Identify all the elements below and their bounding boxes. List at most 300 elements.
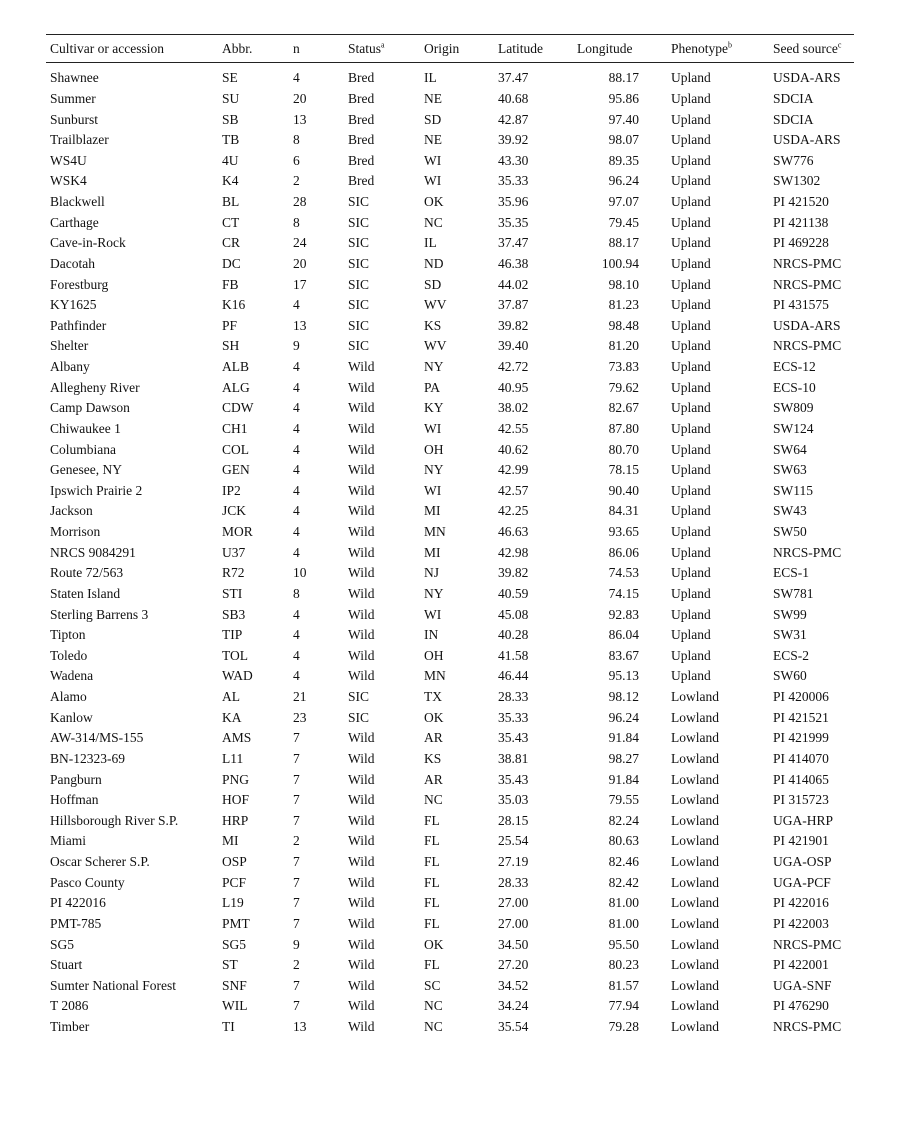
cell-longitude: 73.83 [608,359,639,375]
cell-longitude: 95.50 [608,936,639,952]
cell-longitude: 79.28 [608,1019,639,1035]
cell-phenotype: Upland [671,70,711,86]
cell-cultivar: PMT-785 [50,915,102,931]
table-row [46,872,854,893]
cell-longitude: 81.00 [608,895,639,911]
table-row [46,831,854,852]
cell-cultivar: WS4U [50,152,87,168]
cell-abbr: SG5 [222,936,247,952]
header-origin: Origin [424,40,460,56]
cell-n: 7 [293,977,300,993]
cell-seed-source: PI 414070 [773,750,829,766]
cell-cultivar: Shawnee [50,70,99,86]
cell-status: Wild [348,420,375,436]
cell-latitude: 37.47 [498,70,529,86]
cell-n: 4 [293,544,300,560]
cell-status: Wild [348,524,375,540]
cell-origin: WI [424,606,442,622]
cell-phenotype: Lowland [671,812,719,828]
footnote-marker-a: a [381,40,385,49]
cell-seed-source: ECS-10 [773,379,816,395]
cell-phenotype: Lowland [671,977,719,993]
table-row [46,666,854,687]
cell-phenotype: Upland [671,90,711,106]
cell-origin: KY [424,400,444,416]
cell-cultivar: Forestburg [50,276,109,292]
cell-cultivar: Albany [50,359,90,375]
cell-seed-source: SW1302 [773,173,821,189]
cell-status: Wild [348,895,375,911]
cell-seed-source: SW776 [773,152,814,168]
cell-n: 9 [293,338,300,354]
cell-n: 7 [293,998,300,1014]
table-row [46,852,854,873]
cell-n: 24 [293,235,307,251]
cell-abbr: HRP [222,812,249,828]
table-row [46,233,854,254]
cell-longitude: 88.17 [608,235,639,251]
cell-phenotype: Lowland [671,854,719,870]
cell-n: 13 [293,1019,307,1035]
cell-abbr: TB [222,132,240,148]
cell-cultivar: Sunburst [50,111,99,127]
cell-abbr: TIP [222,627,243,643]
cell-status: Wild [348,957,375,973]
cell-seed-source: NRCS-PMC [773,255,842,271]
cell-seed-source: USDA-ARS [773,132,841,148]
cell-phenotype: Lowland [671,689,719,705]
cell-status: SIC [348,214,370,230]
cell-cultivar: Sterling Barrens 3 [50,606,149,622]
cell-latitude: 44.02 [498,276,529,292]
cell-status: Wild [348,627,375,643]
cell-seed-source: PI 422003 [773,915,829,931]
table-row [46,790,854,811]
cell-cultivar: AW-314/MS-155 [50,730,144,746]
cell-longitude: 77.94 [608,998,639,1014]
cell-origin: NE [424,90,442,106]
cell-longitude: 100.94 [601,255,639,271]
cell-phenotype: Lowland [671,998,719,1014]
cell-latitude: 42.25 [498,503,529,519]
cell-n: 7 [293,750,300,766]
cell-cultivar: Timber [50,1019,90,1035]
cell-latitude: 42.87 [498,111,529,127]
cell-longitude: 98.27 [608,750,639,766]
cell-abbr: PF [222,317,238,333]
cell-cultivar: Staten Island [50,585,121,601]
cell-origin: MI [424,544,441,560]
cell-origin: FL [424,874,440,890]
cell-phenotype: Upland [671,173,711,189]
cell-latitude: 37.87 [498,297,529,313]
cell-origin: WV [424,338,447,354]
cell-origin: FL [424,812,440,828]
cell-longitude: 92.83 [608,606,639,622]
cell-origin: WI [424,482,442,498]
cell-longitude: 95.86 [608,90,639,106]
cell-abbr: CR [222,235,241,251]
cell-longitude: 79.62 [608,379,639,395]
cell-longitude: 80.63 [608,833,639,849]
cell-seed-source: PI 476290 [773,998,829,1014]
cell-cultivar: NRCS 9084291 [50,544,136,560]
cell-phenotype: Upland [671,235,711,251]
cell-status: Bred [348,173,375,189]
table-row [46,604,854,625]
cell-longitude: 98.48 [608,317,639,333]
cell-abbr: WIL [222,998,248,1014]
cell-latitude: 28.33 [498,689,529,705]
cell-n: 7 [293,792,300,808]
cell-status: Wild [348,998,375,1014]
cell-cultivar: WSK4 [50,173,87,189]
cell-latitude: 34.24 [498,998,529,1014]
cell-n: 8 [293,585,300,601]
cell-latitude: 35.35 [498,214,529,230]
table-row [46,377,854,398]
cell-abbr: ST [222,957,238,973]
cell-n: 4 [293,668,300,684]
cell-origin: WI [424,152,442,168]
cell-latitude: 45.08 [498,606,529,622]
cell-abbr: SU [222,90,240,106]
cell-n: 20 [293,90,307,106]
table-row [46,398,854,419]
cell-n: 7 [293,854,300,870]
cell-abbr: TOL [222,647,248,663]
cell-longitude: 80.70 [608,441,639,457]
cell-origin: NE [424,132,442,148]
footnote-marker-b: b [728,40,732,49]
cell-latitude: 40.95 [498,379,529,395]
cell-longitude: 81.57 [608,977,639,993]
cell-longitude: 91.84 [608,771,639,787]
cell-cultivar: Chiwaukee 1 [50,420,121,436]
cell-seed-source: SW99 [773,606,807,622]
cell-phenotype: Upland [671,214,711,230]
table-row [46,357,854,378]
cell-origin: MI [424,503,441,519]
cell-abbr: PCF [222,874,247,890]
cell-origin: FL [424,915,440,931]
cell-seed-source: PI 469228 [773,235,829,251]
cell-n: 4 [293,462,300,478]
cell-origin: OH [424,647,444,663]
table-body [46,63,854,1038]
cell-abbr: OSP [222,854,247,870]
cell-longitude: 87.80 [608,420,639,436]
table-row [46,687,854,708]
cell-origin: FL [424,833,440,849]
cell-phenotype: Lowland [671,1019,719,1035]
cell-cultivar: Columbiana [50,441,116,457]
cell-status: Wild [348,1019,375,1035]
cell-cultivar: BN-12323-69 [50,750,125,766]
cell-longitude: 86.06 [608,544,639,560]
cell-seed-source: SW124 [773,420,814,436]
cell-seed-source: SW50 [773,524,807,540]
cell-origin: FL [424,957,440,973]
cell-phenotype: Upland [671,359,711,375]
cell-seed-source: NRCS-PMC [773,936,842,952]
cell-phenotype: Lowland [671,792,719,808]
cell-latitude: 35.33 [498,709,529,725]
cell-status: SIC [348,317,370,333]
cell-latitude: 35.96 [498,194,529,210]
cell-n: 13 [293,317,307,333]
cell-n: 7 [293,771,300,787]
cell-status: Wild [348,585,375,601]
header-n: n [293,40,300,56]
cell-origin: SD [424,111,442,127]
cell-longitude: 83.67 [608,647,639,663]
header-row [46,35,854,63]
cell-longitude: 96.24 [608,173,639,189]
cell-longitude: 97.07 [608,194,639,210]
cell-cultivar: Shelter [50,338,89,354]
cell-longitude: 98.10 [608,276,639,292]
cell-phenotype: Upland [671,297,711,313]
cell-seed-source: PI 421901 [773,833,829,849]
cell-abbr: MI [222,833,239,849]
cell-phenotype: Upland [671,585,711,601]
cell-abbr: KA [222,709,242,725]
cell-phenotype: Upland [671,606,711,622]
table-row [46,336,854,357]
cell-latitude: 43.30 [498,152,529,168]
cell-status: Wild [348,915,375,931]
cell-n: 7 [293,730,300,746]
cell-n: 23 [293,709,307,725]
table-row [46,976,854,997]
cell-n: 17 [293,276,307,292]
cell-cultivar: Toledo [50,647,88,663]
cell-abbr: L11 [222,750,244,766]
cell-longitude: 79.55 [608,792,639,808]
cell-status: Bred [348,90,375,106]
header-status: Status$^a$ [348,40,385,56]
cell-longitude: 74.53 [608,565,639,581]
cell-latitude: 39.82 [498,565,529,581]
cell-phenotype: Upland [671,482,711,498]
cell-seed-source: ECS-12 [773,359,816,375]
cell-n: 4 [293,70,300,86]
table-row [46,295,854,316]
cell-cultivar: Ipswich Prairie 2 [50,482,143,498]
cell-latitude: 42.72 [498,359,529,375]
cell-seed-source: PI 421999 [773,730,829,746]
cell-status: Wild [348,462,375,478]
cell-n: 4 [293,297,300,313]
cell-status: Wild [348,606,375,622]
cell-cultivar: Trailblazer [50,132,109,148]
cell-status: Wild [348,503,375,519]
cell-seed-source: ECS-1 [773,565,810,581]
cell-cultivar: Kanlow [50,709,93,725]
cell-origin: OH [424,441,444,457]
cell-seed-source: UGA-HRP [773,812,834,828]
cell-origin: NJ [424,565,440,581]
cell-status: SIC [348,689,370,705]
cell-seed-source: PI 421521 [773,709,829,725]
cell-abbr: DC [222,255,241,271]
table-row [46,171,854,192]
table-row [46,934,854,955]
cell-abbr: 4U [222,152,239,168]
cell-phenotype: Upland [671,338,711,354]
cell-n: 4 [293,606,300,622]
cell-seed-source: SW63 [773,462,807,478]
cell-n: 2 [293,957,300,973]
cell-n: 6 [293,152,300,168]
cell-origin: WV [424,297,447,313]
cell-status: Wild [348,400,375,416]
table-row [46,274,854,295]
cell-longitude: 81.23 [608,297,639,313]
cell-status: Wild [348,441,375,457]
cell-status: Wild [348,482,375,498]
footnote-marker-c: c [837,40,842,49]
cell-longitude: 84.31 [608,503,639,519]
table-row [46,914,854,935]
cell-longitude: 91.84 [608,730,639,746]
cell-cultivar: SG5 [50,936,75,952]
cell-phenotype: Upland [671,441,711,457]
table-row [46,584,854,605]
cell-cultivar: Miami [50,833,86,849]
cell-origin: NY [424,462,444,478]
cell-seed-source: SW43 [773,503,807,519]
cell-abbr: K16 [222,297,246,313]
cell-phenotype: Upland [671,317,711,333]
cell-phenotype: Upland [671,255,711,271]
cell-latitude: 28.15 [498,812,529,828]
cell-latitude: 39.40 [498,338,529,354]
cell-latitude: 27.20 [498,957,529,973]
cell-longitude: 82.67 [608,400,639,416]
cell-seed-source: SDCIA [773,111,814,127]
table-row [46,893,854,914]
cell-latitude: 35.43 [498,771,529,787]
cell-latitude: 28.33 [498,874,529,890]
cell-status: Wild [348,833,375,849]
cell-latitude: 39.82 [498,317,529,333]
cell-longitude: 89.35 [608,152,639,168]
cell-abbr: CT [222,214,240,230]
cell-longitude: 81.20 [608,338,639,354]
cell-cultivar: Hillsborough River S.P. [50,812,179,828]
header-cultivar: Cultivar or accession [50,40,164,56]
cell-phenotype: Upland [671,462,711,478]
cell-origin: NY [424,359,444,375]
table-row [46,811,854,832]
cell-longitude: 80.23 [608,957,639,973]
cell-n: 28 [293,194,307,210]
table-header [46,35,854,63]
cell-seed-source: ECS-2 [773,647,810,663]
cell-origin: PA [424,379,441,395]
cell-origin: MN [424,668,446,684]
cell-status: Wild [348,977,375,993]
cell-longitude: 88.17 [608,70,639,86]
cell-phenotype: Upland [671,400,711,416]
table-row [46,707,854,728]
cell-seed-source: SW115 [773,482,813,498]
cell-latitude: 35.33 [498,173,529,189]
cell-abbr: SB [222,111,239,127]
cell-n: 4 [293,441,300,457]
table-row [46,625,854,646]
cell-phenotype: Upland [671,111,711,127]
cell-status: Bred [348,152,375,168]
cell-phenotype: Upland [671,276,711,292]
table-row [46,542,854,563]
cell-longitude: 78.15 [608,462,639,478]
table-row [46,481,854,502]
table-row [46,212,854,233]
cell-status: SIC [348,297,370,313]
cell-seed-source: UGA-OSP [773,854,832,870]
cell-abbr: CH1 [222,420,248,436]
cell-n: 10 [293,565,307,581]
header-seed-source: Seed source$^c$ [773,40,842,56]
cell-abbr: ALG [222,379,250,395]
cell-cultivar: Oscar Scherer S.P. [50,854,150,870]
cell-latitude: 25.54 [498,833,529,849]
cell-origin: AR [424,730,443,746]
cell-latitude: 42.55 [498,420,529,436]
cell-abbr: COL [222,441,249,457]
table-row [46,439,854,460]
cell-longitude: 81.00 [608,915,639,931]
cell-cultivar: Jackson [50,503,93,519]
cell-abbr: R72 [222,565,245,581]
cell-seed-source: PI 431575 [773,297,829,313]
cell-abbr: SE [222,70,238,86]
cell-origin: FL [424,854,440,870]
cell-longitude: 98.12 [608,689,639,705]
cell-cultivar: Tipton [50,627,86,643]
cell-longitude: 82.46 [608,854,639,870]
cell-abbr: AMS [222,730,252,746]
cell-origin: FL [424,895,440,911]
cell-phenotype: Lowland [671,750,719,766]
cell-latitude: 38.81 [498,750,529,766]
cell-abbr: FB [222,276,239,292]
cell-cultivar: Allegheny River [50,379,140,395]
cell-seed-source: USDA-ARS [773,70,841,86]
cell-status: Wild [348,812,375,828]
cell-cultivar: Dacotah [50,255,95,271]
cell-origin: OK [424,709,444,725]
cell-cultivar: Pasco County [50,874,125,890]
cell-cultivar: Sumter National Forest [50,977,176,993]
table-row [46,419,854,440]
cell-abbr: HOF [222,792,250,808]
cell-abbr: SNF [222,977,247,993]
cell-abbr: U37 [222,544,246,560]
cell-abbr: SH [222,338,240,354]
cell-phenotype: Lowland [671,936,719,952]
cell-abbr: ALB [222,359,249,375]
cell-status: Wild [348,647,375,663]
table-row [46,501,854,522]
table-row [46,1017,854,1038]
header-abbr: Abbr. [222,40,253,56]
cell-abbr: K4 [222,173,239,189]
cell-n: 4 [293,524,300,540]
